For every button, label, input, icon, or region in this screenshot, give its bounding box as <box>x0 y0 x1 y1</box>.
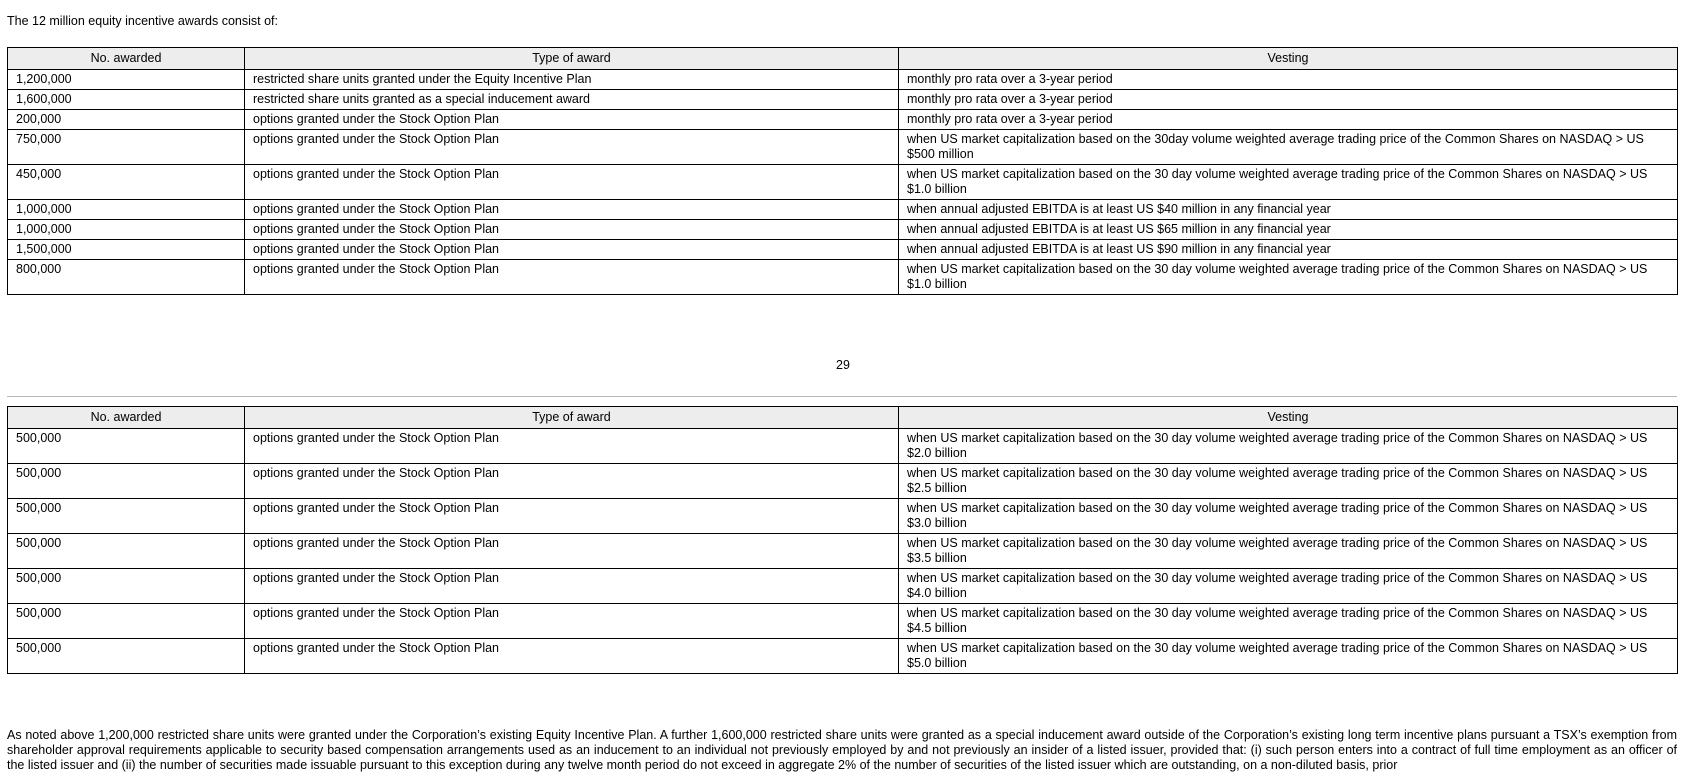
cell-no-awarded: 1,200,000 <box>8 70 245 90</box>
cell-vesting: when US market capitalization based on the 30 day volume weighted average trading price of the Common Shares on NASDAQ > US $4.0 billion <box>899 569 1678 604</box>
table-row <box>8 429 1678 464</box>
table-row <box>8 604 1678 639</box>
table-row <box>8 639 1678 674</box>
cell-type-of-award: restricted share units granted as a special inducement award <box>245 90 899 110</box>
table-row <box>8 90 1678 110</box>
table-body <box>8 429 1678 674</box>
column-header-type-of-award: Type of award <box>245 407 899 429</box>
cell-type-of-award: options granted under the Stock Option Plan <box>245 534 899 569</box>
cell-vesting: when annual adjusted EBITDA is at least US $40 million in any financial year <box>899 200 1678 220</box>
table-row <box>8 110 1678 130</box>
cell-type-of-award: options granted under the Stock Option Plan <box>245 200 899 220</box>
column-header-vesting: Vesting <box>899 407 1678 429</box>
cell-no-awarded: 500,000 <box>8 464 245 499</box>
table-header-row <box>8 407 1678 429</box>
cell-vesting: when US market capitalization based on the 30 day volume weighted average trading price of the Common Shares on NASDAQ > US $4.5 billion <box>899 604 1678 639</box>
cell-type-of-award: options granted under the Stock Option Plan <box>245 639 899 674</box>
table-row <box>8 569 1678 604</box>
cell-no-awarded: 200,000 <box>8 110 245 130</box>
awards-table-1 <box>7 47 1678 295</box>
cell-no-awarded: 1,500,000 <box>8 240 245 260</box>
cell-no-awarded: 1,000,000 <box>8 220 245 240</box>
cell-no-awarded: 800,000 <box>8 260 245 295</box>
cell-type-of-award: options granted under the Stock Option Plan <box>245 260 899 295</box>
table-row <box>8 200 1678 220</box>
cell-no-awarded: 1,000,000 <box>8 200 245 220</box>
cell-type-of-award: options granted under the Stock Option Plan <box>245 165 899 200</box>
page-divider <box>7 396 1677 397</box>
cell-no-awarded: 1,600,000 <box>8 90 245 110</box>
cell-no-awarded: 450,000 <box>8 165 245 200</box>
footnote-paragraph: As noted above 1,200,000 restricted share units were granted under the Corporation’s existing Equity Incentive Plan. A further 1,600,000 restricted share units were granted as a special inducement award outside of the Corporation’s existing long term incentive plans pursuant a TSX’s exemption from shareholder approval requirements applicable to security based compensation arrangements used as an inducement to an individual not previously employed by and not previously an insider of a listed issuer, provided that: (i) such person enters into a contract of full time employment as an officer of the listed issuer and (ii) the number of securities made issuable pursuant to this exception during any twelve month period do not exceed in aggregate 2% of the number of securities of the listed issuer which are outstanding, on a non-diluted basis, prior <box>7 728 1677 772</box>
cell-vesting: monthly pro rata over a 3-year period <box>899 110 1678 130</box>
table-header-row <box>8 48 1678 70</box>
table-body <box>8 70 1678 295</box>
cell-type-of-award: options granted under the Stock Option Plan <box>245 240 899 260</box>
column-header-vesting: Vesting <box>899 48 1678 70</box>
cell-vesting: monthly pro rata over a 3-year period <box>899 90 1678 110</box>
table-row <box>8 240 1678 260</box>
cell-vesting: when US market capitalization based on the 30 day volume weighted average trading price of the Common Shares on NASDAQ > US $2.5 billion <box>899 464 1678 499</box>
table-row <box>8 464 1678 499</box>
cell-type-of-award: options granted under the Stock Option Plan <box>245 464 899 499</box>
table-row <box>8 130 1678 165</box>
cell-type-of-award: options granted under the Stock Option Plan <box>245 220 899 240</box>
column-header-no-awarded: No. awarded <box>8 407 245 429</box>
cell-vesting: when US market capitalization based on the 30 day volume weighted average trading price of the Common Shares on NASDAQ > US $1.0 billion <box>899 260 1678 295</box>
cell-type-of-award: options granted under the Stock Option Plan <box>245 130 899 165</box>
cell-no-awarded: 500,000 <box>8 499 245 534</box>
intro-text: The 12 million equity incentive awards consist of: <box>7 14 278 28</box>
page-number: 29 <box>836 358 850 372</box>
cell-no-awarded: 500,000 <box>8 604 245 639</box>
awards-table-2 <box>7 406 1678 674</box>
cell-no-awarded: 500,000 <box>8 534 245 569</box>
cell-type-of-award: options granted under the Stock Option Plan <box>245 110 899 130</box>
cell-type-of-award: options granted under the Stock Option Plan <box>245 569 899 604</box>
cell-no-awarded: 500,000 <box>8 429 245 464</box>
table-row <box>8 70 1678 90</box>
table-row <box>8 260 1678 295</box>
cell-vesting: when US market capitalization based on the 30 day volume weighted average trading price of the Common Shares on NASDAQ > US $1.0 billion <box>899 165 1678 200</box>
cell-type-of-award: options granted under the Stock Option Plan <box>245 429 899 464</box>
cell-no-awarded: 500,000 <box>8 639 245 674</box>
cell-type-of-award: options granted under the Stock Option Plan <box>245 604 899 639</box>
cell-vesting: when annual adjusted EBITDA is at least US $90 million in any financial year <box>899 240 1678 260</box>
column-header-type-of-award: Type of award <box>245 48 899 70</box>
cell-type-of-award: restricted share units granted under the Equity Incentive Plan <box>245 70 899 90</box>
cell-vesting: when annual adjusted EBITDA is at least US $65 million in any financial year <box>899 220 1678 240</box>
cell-vesting: when US market capitalization based on the 30 day volume weighted average trading price of the Common Shares on NASDAQ > US $3.0 billion <box>899 499 1678 534</box>
cell-no-awarded: 750,000 <box>8 130 245 165</box>
column-header-no-awarded: No. awarded <box>8 48 245 70</box>
cell-vesting: when US market capitalization based on the 30 day volume weighted average trading price of the Common Shares on NASDAQ > US $3.5 billion <box>899 534 1678 569</box>
table-row <box>8 499 1678 534</box>
cell-vesting: when US market capitalization based on the 30 day volume weighted average trading price of the Common Shares on NASDAQ > US $5.0 billion <box>899 639 1678 674</box>
table-row <box>8 534 1678 569</box>
table-row <box>8 165 1678 200</box>
cell-no-awarded: 500,000 <box>8 569 245 604</box>
cell-vesting: when US market capitalization based on the 30day volume weighted average trading price of the Common Shares on NASDAQ > US $500 million <box>899 130 1678 165</box>
cell-vesting: when US market capitalization based on the 30 day volume weighted average trading price of the Common Shares on NASDAQ > US $2.0 billion <box>899 429 1678 464</box>
cell-type-of-award: options granted under the Stock Option Plan <box>245 499 899 534</box>
cell-vesting: monthly pro rata over a 3-year period <box>899 70 1678 90</box>
table-row <box>8 220 1678 240</box>
